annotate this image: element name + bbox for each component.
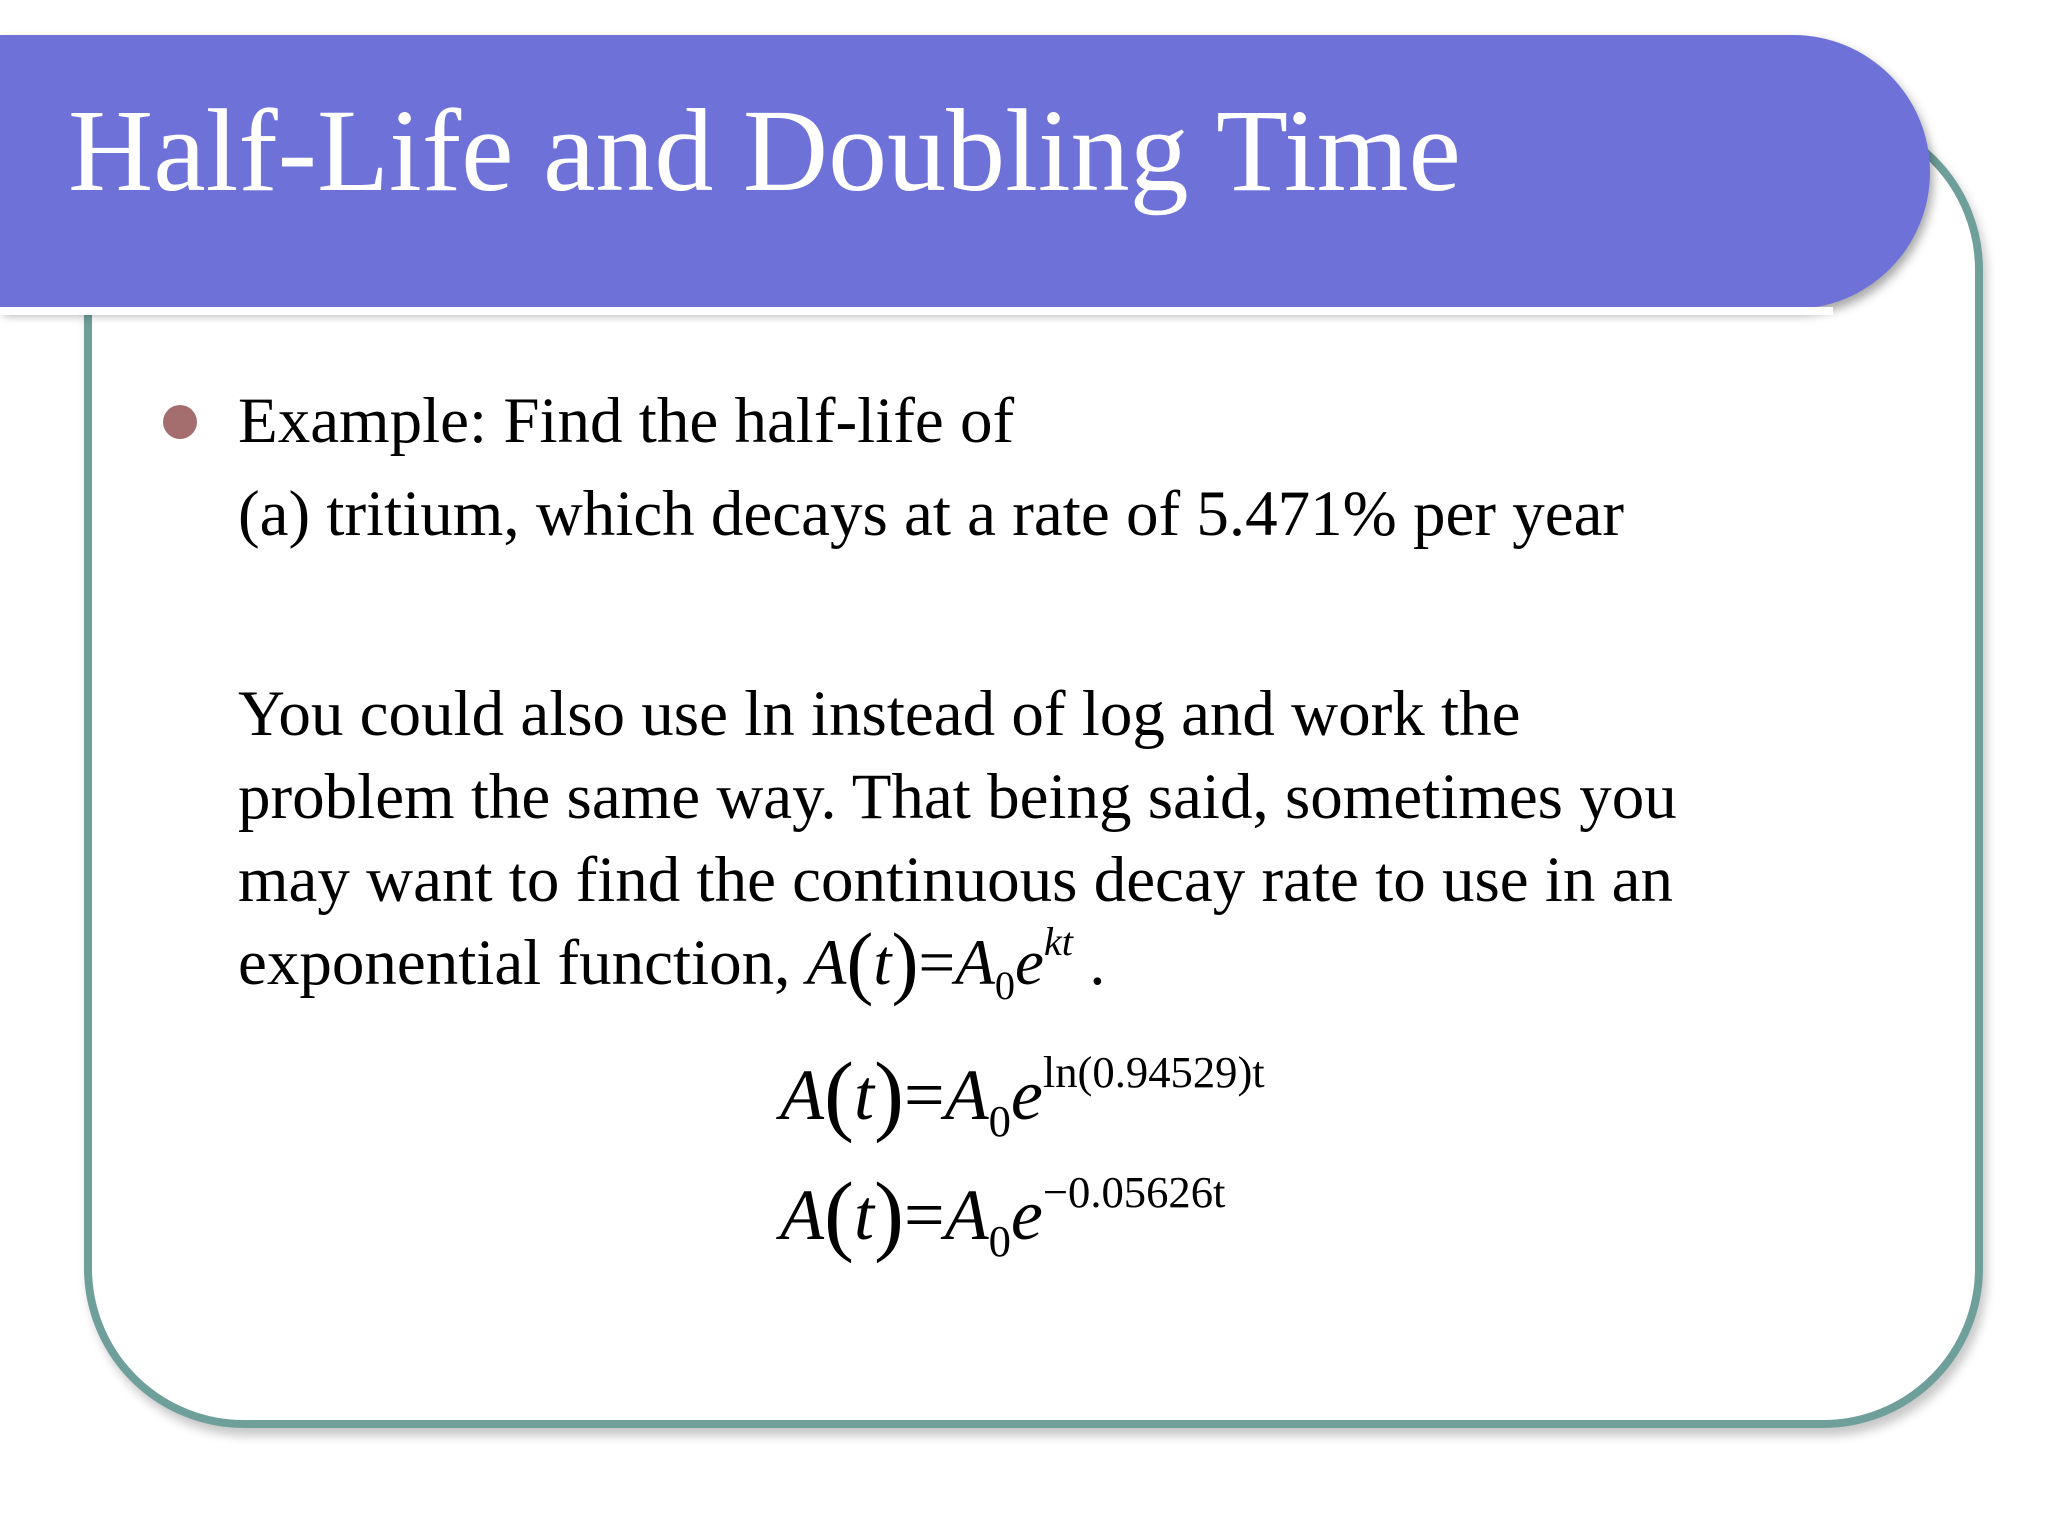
equation-2-var: t xyxy=(853,1175,874,1255)
equation-1-exp: ln(0.94529)t xyxy=(1042,1046,1265,1097)
inline-formula: $A(t)=A_0e^{kt}$ xyxy=(806,916,1073,1009)
inline-formula-base: e xyxy=(1015,927,1044,999)
bullet-line-2: (a) tritium, which decays at a rate of 5.471% per year xyxy=(238,478,1625,550)
paragraph-line-3: may want to find the continuous decay rate to use in an xyxy=(238,844,1674,916)
inline-formula-sub: 0 xyxy=(994,963,1016,1009)
bullet-line-1: Example: Find the half-life of xyxy=(238,385,1015,457)
equation-2-exp: −0.05626t xyxy=(1042,1166,1226,1217)
equation-2-sub: 0 xyxy=(988,1215,1011,1266)
inline-formula-lhs: A xyxy=(806,927,847,999)
equation-1-rhs: A xyxy=(944,1055,989,1135)
equation-2-lhs: A xyxy=(780,1175,824,1255)
equation-1: $A(t)=A_0e^{ln(0.94529)t}$ xyxy=(780,1045,1265,1146)
paragraph-line-1: You could also use ln instead of log and work the xyxy=(238,678,1521,750)
inline-formula-rhs: A xyxy=(955,927,995,999)
inline-formula-exp: kt xyxy=(1043,918,1073,964)
paragraph-line-4 xyxy=(238,916,1106,1012)
banner-underline xyxy=(0,307,1833,315)
slide-title: Half-Life and Doubling Time xyxy=(68,85,1461,216)
paragraph-line-4-suffix: . xyxy=(1089,927,1106,999)
equation-2-rhs: A xyxy=(944,1175,989,1255)
equation-1-var: t xyxy=(853,1055,874,1135)
equation-2: $A(t)=A_0e^{-0.05626t}$ xyxy=(780,1165,1226,1266)
equation-1-sub: 0 xyxy=(988,1095,1011,1146)
paragraph-line-2: problem the same way. That being said, sometimes you xyxy=(238,761,1677,833)
equation-1-base: e xyxy=(1010,1055,1043,1135)
paragraph-line-4-prefix: exponential function, xyxy=(238,927,791,999)
equation-2-base: e xyxy=(1010,1175,1043,1255)
equation-1-lhs: A xyxy=(780,1055,824,1135)
bullet-dot-icon xyxy=(163,405,197,439)
inline-formula-var: t xyxy=(873,927,892,999)
